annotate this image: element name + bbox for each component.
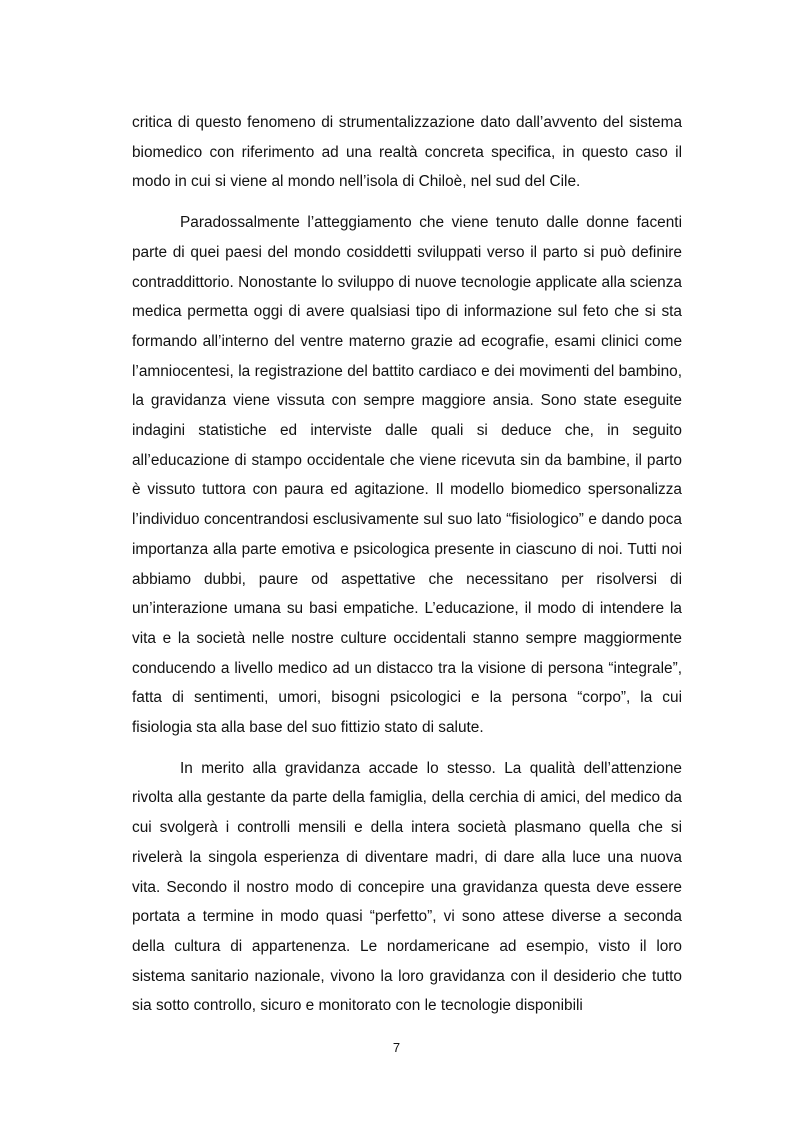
paragraph-pregnancy: In merito alla gravidanza accade lo stesso. La qualità dell’attenzione rivolta alla gestante da parte della famiglia, della cerchia di amici, del medico da cui svolgerà i controlli mensili e della intera società plasmano quella che si rivelerà la singola esperienza di diventare madri, di dare alla luce una nuova vita. Secondo il nostro modo di concepire una gravidanza questa deve essere portata a termine in modo quasi “perfetto”, vi sono attese diverse a seconda della cultura di appartenenza. Le nordamericane ad esempio, visto il loro sistema sanitario nazionale, vivono la loro gravidanza con il desiderio che tutto sia sotto controllo, sicuro e monitorato con le tecnologie disponibili xyxy=(132,759,682,1015)
paragraph-continuation: critica di questo fenomeno di strumentalizzazione dato dall’avvento del sistema biomedico con riferimento ad una realtà concreta specifica, in questo caso il modo in cui si viene al mondo nell’isola di Chiloè, nel sud del Cile. xyxy=(132,114,682,191)
paragraph-paradox: Paradossalmente l’atteggiamento che viene tenuto dalle donne facenti parte di quei paesi del mondo cosiddetti sviluppati verso il parto si può definire contraddittorio. Nonostante lo sviluppo di nuove tecnologie applicate alla scienza medica permetta oggi di avere qualsiasi tipo di informazione sul feto che si sta formando all’interno del ventre materno grazie ad ecografie, esami clinici come l’amniocentesi, la registrazione del battito cardiaco e dei movimenti del bambino, la gravidanza viene vissuta con sempre maggiore ansia. Sono state eseguite indagini statistiche ed interviste dalle quali si deduce che, in seguito all’educazione di stampo occidentale che viene ricevuta sin da bambine, il parto è vissuto tuttora con paura ed agitazione. Il modello biomedico spersonalizza l’individuo concentrandosi esclusivamente sul suo lato “fisiologico” e dando poca importanza alla parte emotiva e psicologica presente in ciascuno di noi. Tutti noi abbiamo dubbi, paure od aspettative che necessitano per risolversi di un’interazione umana su basi empatiche. L’educazione, il modo di intendere la vita e la società nelle nostre culture occidentali stanno sempre maggiormente conducendo a livello medico ad un distacco tra la visione di persona “integrale”, fatta di sentimenti, umori, bisogni psicologici e la persona “corpo”, la cui fisiologia sta alla base del suo fittizio stato di salute. xyxy=(132,214,682,737)
body-text xyxy=(132,108,682,1021)
page-number: 7 xyxy=(392,1040,401,1055)
